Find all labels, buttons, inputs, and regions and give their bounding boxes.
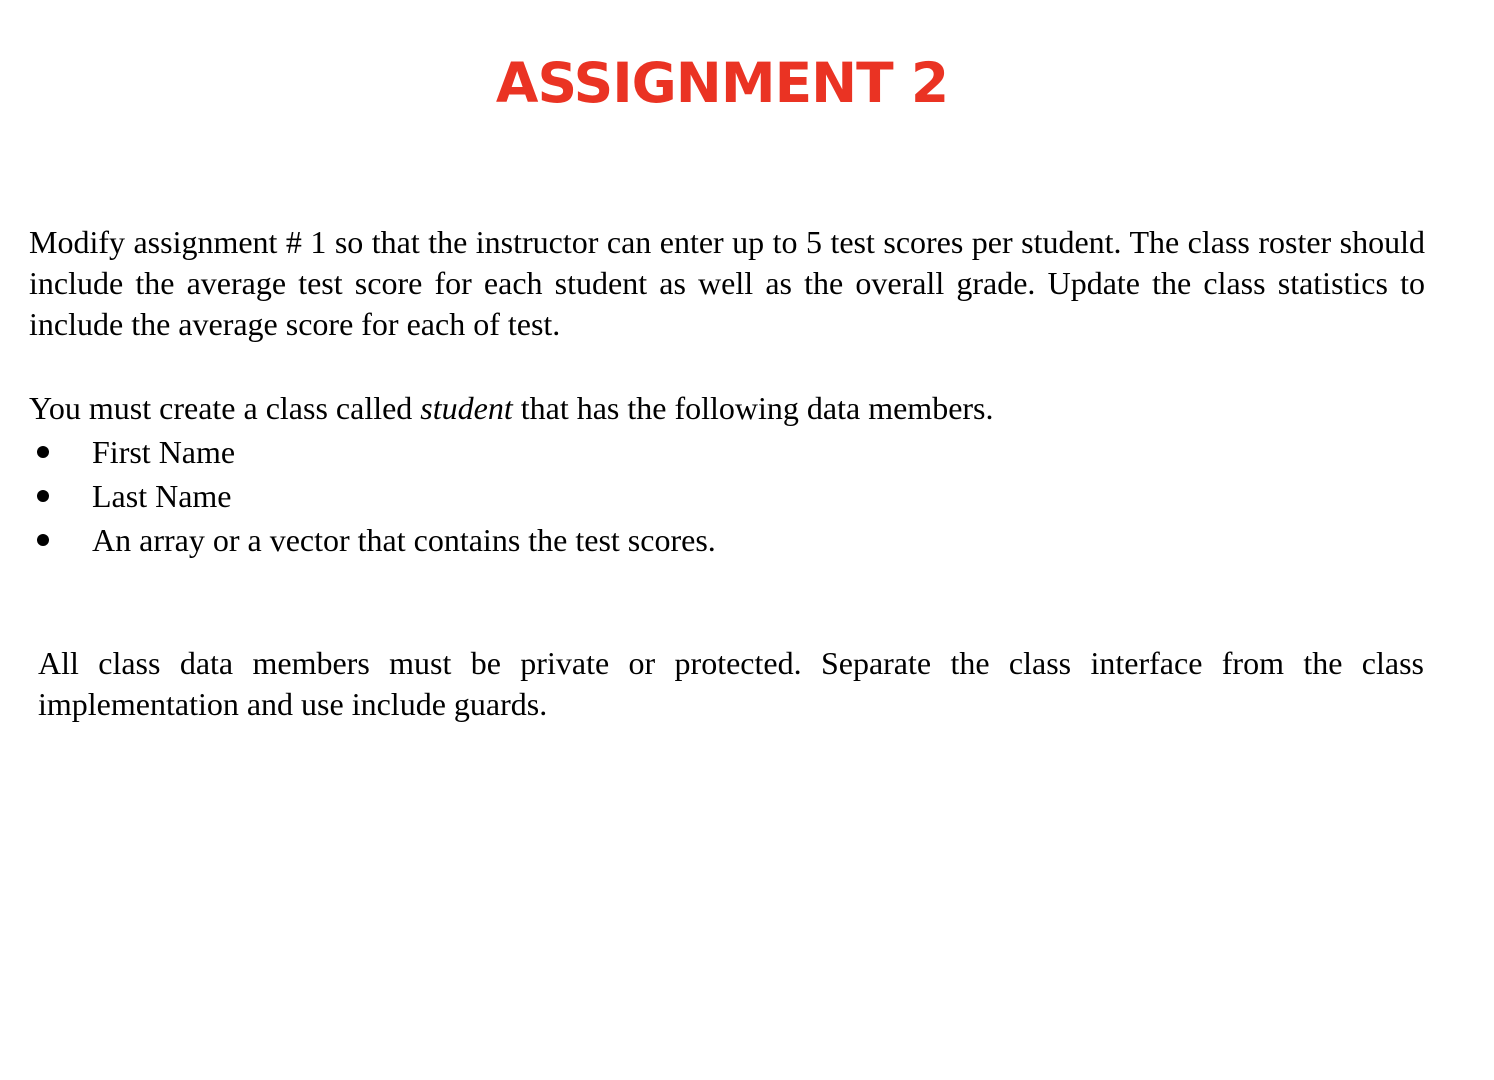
- intro-paragraph: Modify assignment # 1 so that the instructor can enter up to 5 test scores per student. The class roster should include the average test score for each student as well as the overall grade. Update the class statistics to include the average score for each of test.: [29, 224, 1425, 342]
- bullet-icon: [37, 446, 49, 458]
- list-item-text: Last Name: [92, 478, 232, 514]
- class-requirement-text-end: that has the following data members.: [512, 390, 994, 426]
- list-item-text: First Name: [92, 434, 236, 470]
- bullet-icon: [37, 490, 49, 502]
- page-title: ASSIGNMENT 2: [495, 51, 949, 115]
- class-name-student: student: [420, 390, 513, 426]
- class-requirement-text-start: You must create a class called: [29, 390, 421, 426]
- bullet-icon: [37, 534, 49, 546]
- encapsulation-paragraph: All class data members must be private or protected. Separate the class interface from the class implementation and use include guards.: [38, 645, 1424, 722]
- list-item-text: An array or a vector that contains the test scores.: [92, 522, 716, 558]
- class-requirement-paragraph: [29, 388, 1425, 429]
